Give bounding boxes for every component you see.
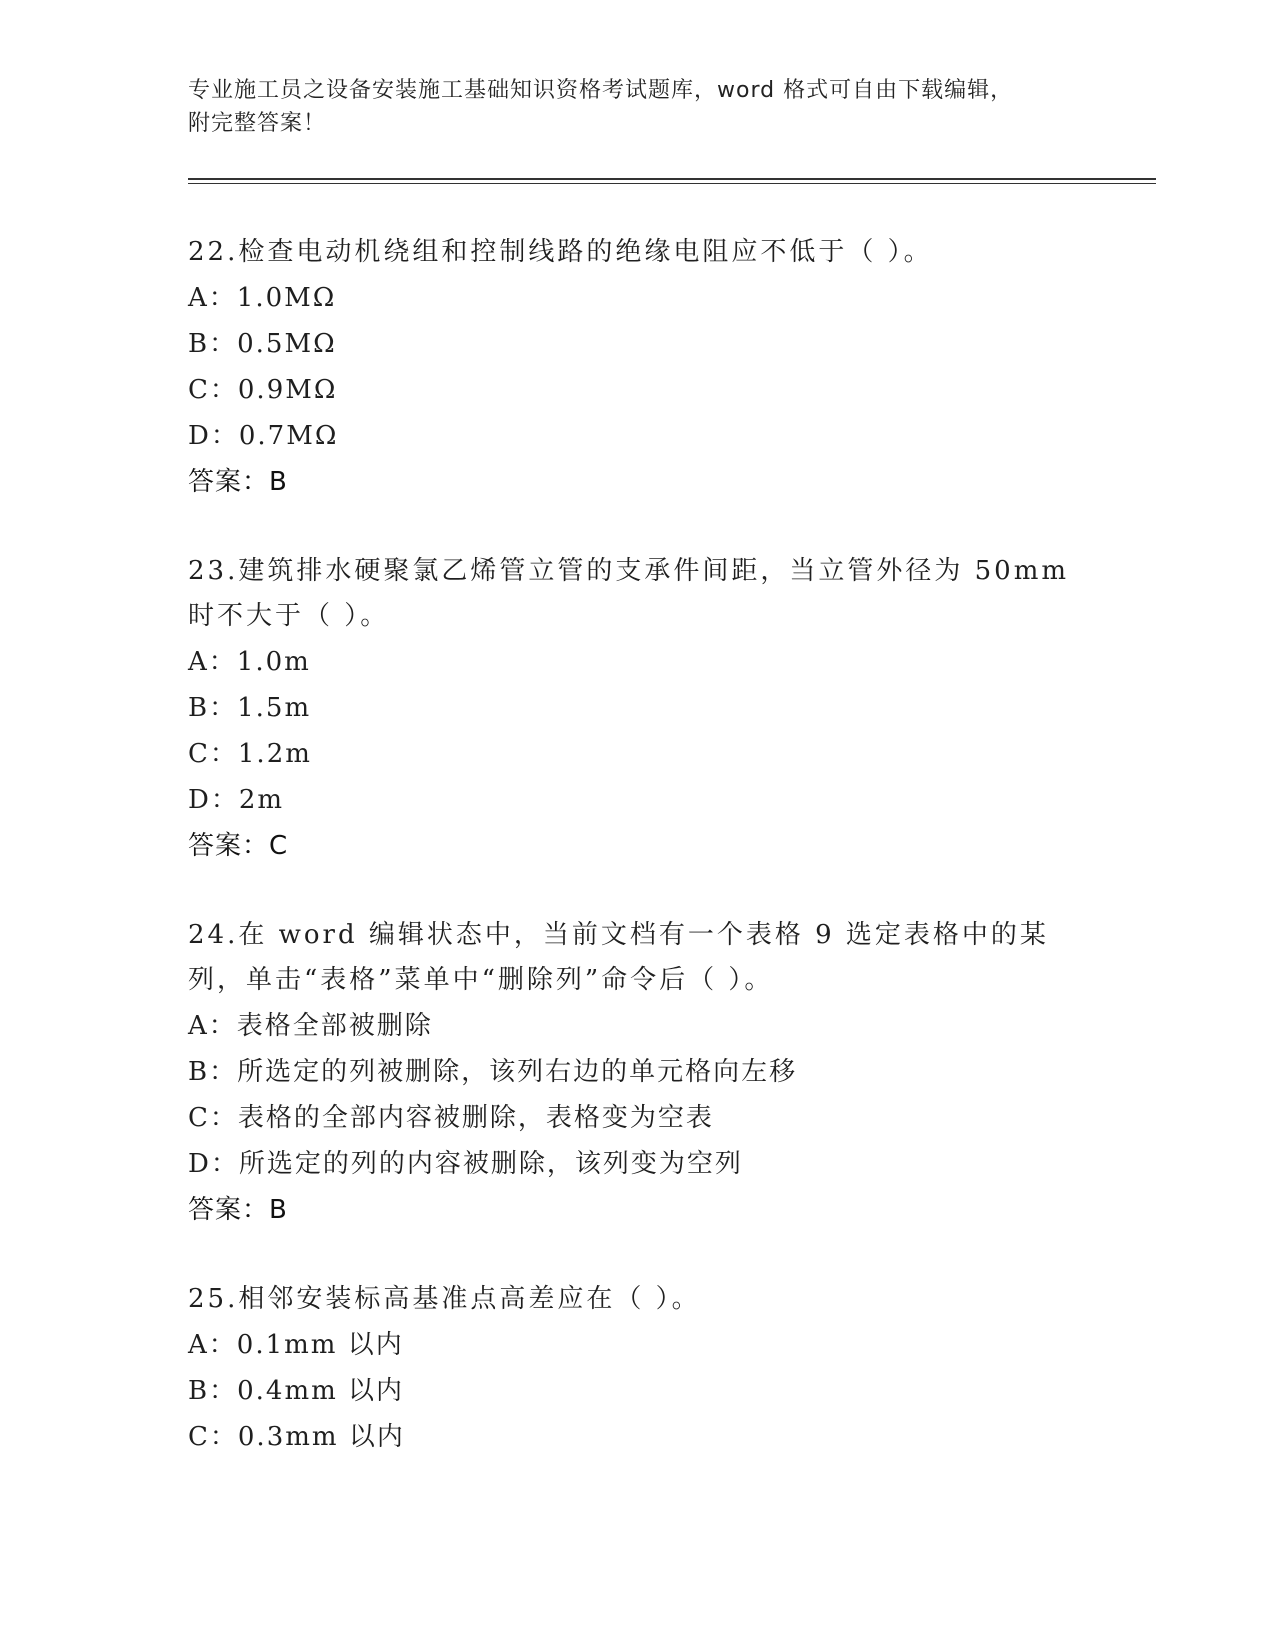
question-stem: 24.在 word 编辑状态中，当前文档有一个表格 9 选定表格中的某列，单击“表格”菜单中“删除列”命令后（ ）。 xyxy=(188,920,1049,995)
answer-line: 答案：C xyxy=(188,831,289,861)
question-24 xyxy=(188,913,1088,1233)
option-a: A：表格全部被删除 xyxy=(188,1011,433,1041)
option-c: C：0.3mm 以内 xyxy=(188,1422,405,1452)
question-stem: 23.建筑排水硬聚氯乙烯管立管的支承件间距，当立管外径为 50mm 时不大于（ ）。 xyxy=(188,556,1070,631)
option-b: B：0.4mm 以内 xyxy=(188,1376,405,1406)
question-23 xyxy=(188,549,1088,869)
header-line-1: 专业施工员之设备安装施工基础知识资格考试题库，word 格式可自由下载编辑， xyxy=(188,78,1014,103)
option-b: B：所选定的列被删除，该列右边的单元格向左移 xyxy=(188,1057,798,1087)
option-c: C：0.9MΩ xyxy=(188,375,338,405)
option-c: C：表格的全部内容被删除，表格变为空表 xyxy=(188,1103,714,1133)
answer-line: 答案：B xyxy=(188,1195,288,1225)
option-d: D：0.7MΩ xyxy=(188,421,339,451)
question-stem: 22.检查电动机绕组和控制线路的绝缘电阻应不低于（ ）。 xyxy=(188,237,933,267)
question-list xyxy=(188,230,1088,1504)
option-a: A：1.0m xyxy=(188,647,311,677)
option-d: D：2m xyxy=(188,785,285,815)
question-stem: 25.相邻安装标高基准点高差应在（ ）。 xyxy=(188,1284,701,1314)
option-a: A：1.0MΩ xyxy=(188,283,337,313)
option-c: C：1.2m xyxy=(188,739,312,769)
option-d: D：所选定的列的内容被删除，该列变为空列 xyxy=(188,1149,743,1179)
option-b: B：0.5MΩ xyxy=(188,329,337,359)
question-22 xyxy=(188,230,1088,505)
option-a: A：0.1mm 以内 xyxy=(188,1330,404,1360)
header-line-2: 附完整答案！ xyxy=(188,111,327,136)
header-divider-thick xyxy=(188,178,1156,180)
document-header xyxy=(188,74,1088,140)
header-divider-thin xyxy=(188,183,1156,184)
question-25 xyxy=(188,1277,1088,1460)
option-b: B：1.5m xyxy=(188,693,312,723)
answer-line: 答案：B xyxy=(188,467,288,497)
